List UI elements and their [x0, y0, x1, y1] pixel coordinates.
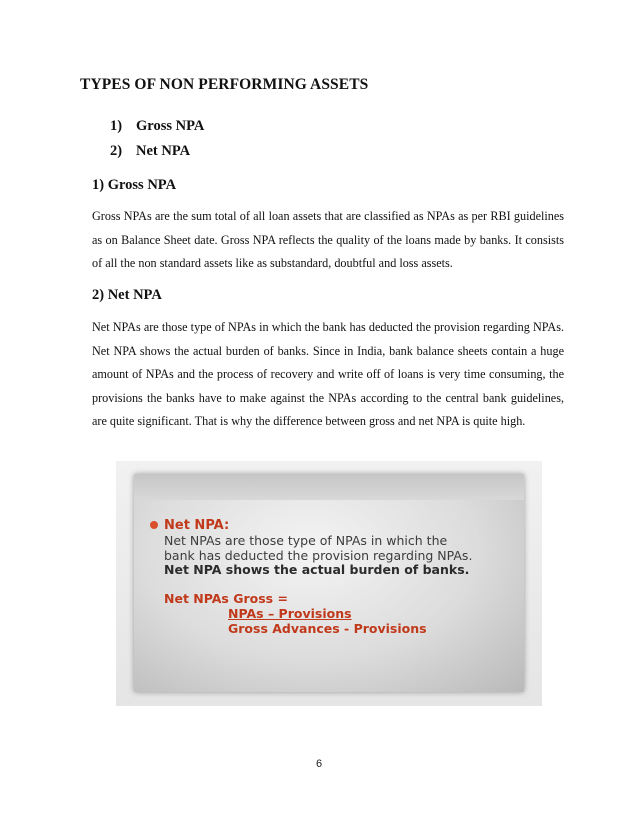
slide-line-1: Net NPAs are those type of NPAs in which the: [164, 533, 448, 548]
slide-line-2: bank has deducted the provision regarding NPAs.: [164, 547, 473, 563]
list-item: [110, 114, 204, 139]
formula-numerator: NPAs – Provisions: [228, 605, 352, 621]
page-number: 6: [315, 758, 323, 770]
slide-image: [116, 461, 542, 706]
document-title: TYPES OF NON PERFORMING ASSETS: [80, 76, 369, 93]
paragraph-net-npa: Net NPAs are those type of NPAs in which the bank has deducted the provision regarding NPAs. Net NPA shows the actual burden of banks. Since in India, bank balance sheets contain a huge amount of NPAs and the process of recovery and write off of loans is very time consuming, the provisions the banks have to make against the NPAs according to the central bank guidelines, are quite significant. That is why the difference between gross and net NPA is quite high.: [92, 320, 564, 428]
list-item: [110, 139, 204, 164]
slide-heading: [150, 518, 520, 534]
paragraph-gross-npa: Gross NPAs are the sum total of all loan assets that are classified as NPAs as per RBI guidelines as on Balance Sheet date. Gross NPA reflects the quality of the loans made by banks. It consists of all the non standard assets like as substandard, doubtful and loss assets.: [92, 209, 564, 270]
list-item-label: Gross NPA: [136, 118, 205, 134]
bullet-icon: [150, 521, 158, 529]
list-item-label: Net NPA: [136, 143, 191, 159]
formula-label: Net NPAs Gross =: [164, 590, 288, 606]
slide-card: [134, 474, 524, 692]
slide-line-3: Net NPA shows the actual burden of banks.: [164, 562, 470, 577]
list-item-number: 1): [110, 118, 123, 134]
types-list: [110, 114, 204, 164]
slide-content: [150, 518, 520, 636]
slide-heading-text: Net NPA:: [164, 518, 230, 533]
formula-denominator: Gross Advances - Provisions: [228, 620, 427, 636]
section-heading-gross-npa: 1) Gross NPA: [92, 177, 177, 193]
list-item-number: 2): [110, 143, 123, 159]
slide-top-bar: [134, 474, 524, 500]
section-heading-net-npa: 2) Net NPA: [92, 287, 162, 303]
